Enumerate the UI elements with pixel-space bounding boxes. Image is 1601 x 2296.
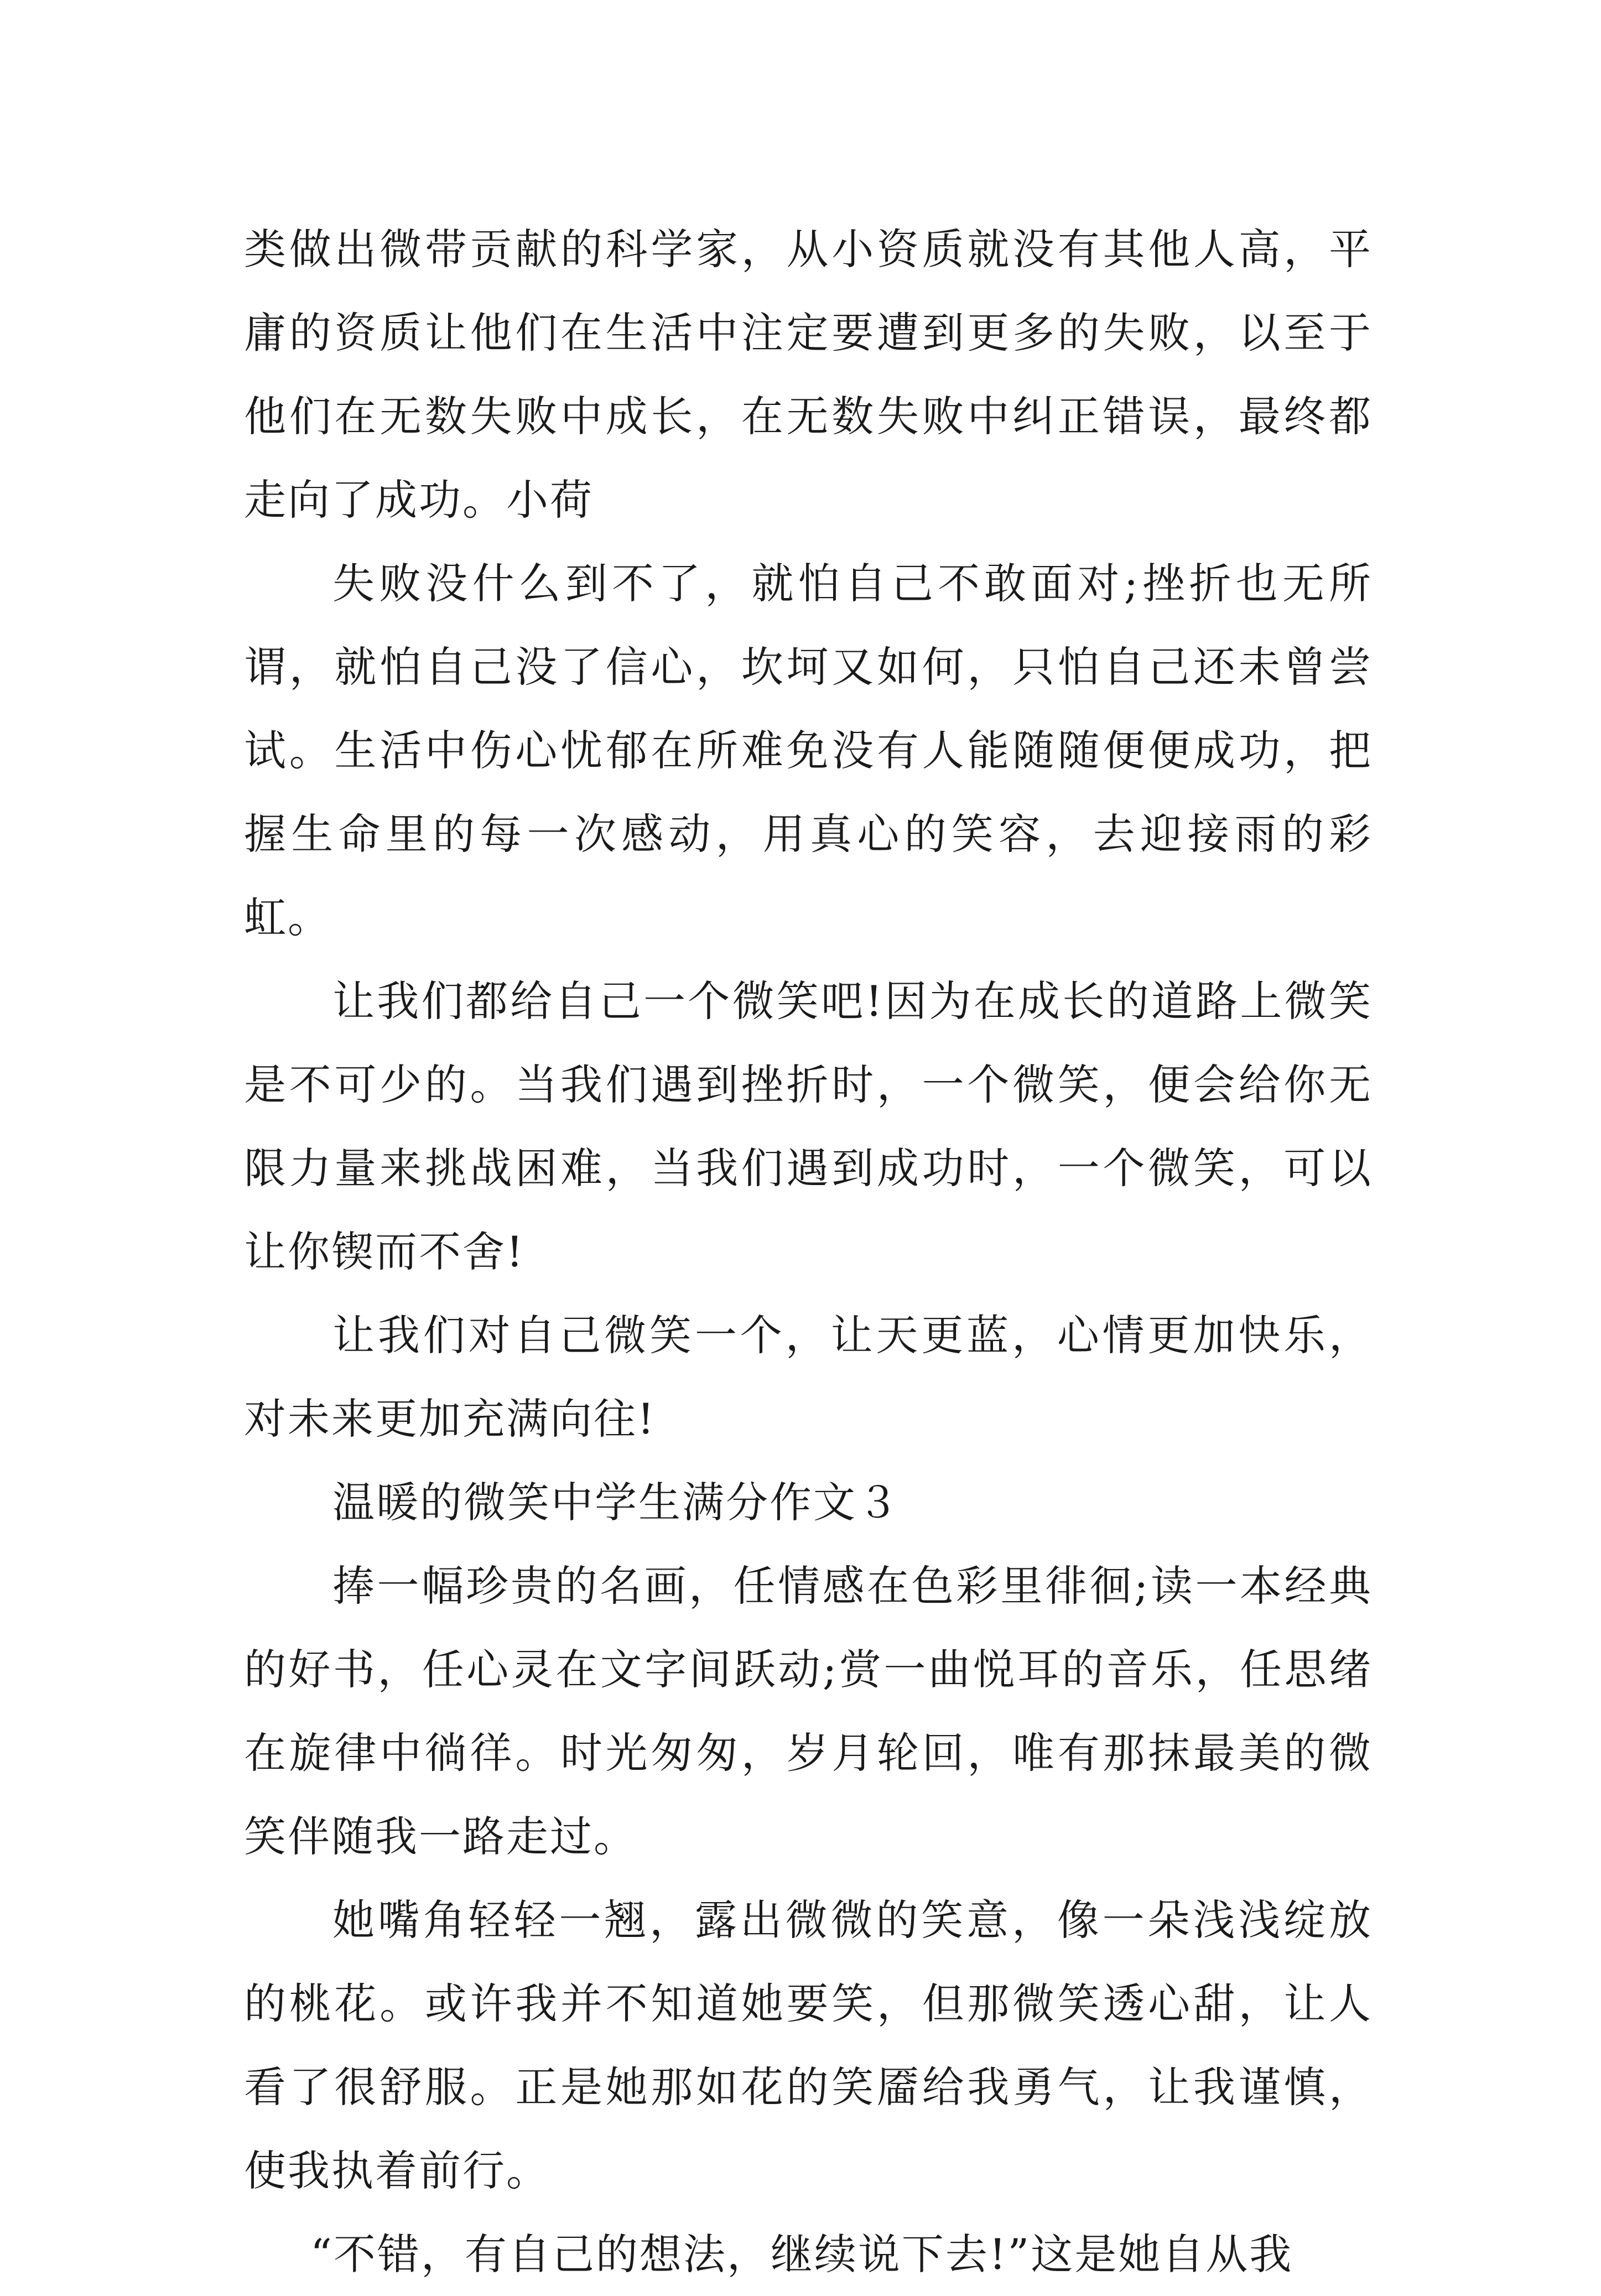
section-heading: 温暖的微笑中学生满分作文３ [332, 1478, 901, 1527]
document-body [244, 207, 1373, 2296]
paragraph-4: 让我们对自己微笑一个，让天更蓝，心情更加快乐，对未来更加充满向往! [244, 1311, 1373, 1443]
paragraph-7: “不错，有自己的想法，继续说下去!”这是她自从我 [310, 2230, 1293, 2279]
paragraph-2: 失败没什么到不了，就怕自己不敢面对;挫折也无所谓，就怕自己没了信心，坎坷又如何，只怕自己还未曾尝试。生活中伤心忧郁在所难免没有人能随随便便成功，把握生命里的每一次感动，用真心的笑容，去迎接雨的彩虹。 [244, 559, 1373, 942]
paragraph-6: 她嘴角轻轻一翘，露出微微的笑意，像一朵浅浅绽放的桃花。或许我并不知道她要笑，但那微笑透心甜，让人看了很舒服。正是她那如花的笑靥给我勇气，让我谨慎，使我执着前行。 [244, 1895, 1373, 2195]
paragraph-3: 让我们都给自己一个微笑吧!因为在成长的道路上微笑是不可少的。当我们遇到挫折时，一个微笑，便会给你无限力量来挑战困难，当我们遇到成功时，一个微笑，可以让你锲而不舍! [244, 976, 1373, 1276]
paragraph-5: 捧一幅珍贵的名画，任情感在色彩里徘徊;读一本经典的好书，任心灵在文字间跃动;赏一曲悦耳的音乐，任思绪在旋律中徜徉。时光匆匆，岁月轮回，唯有那抹最美的微笑伴随我一路走过。 [244, 1561, 1373, 1861]
paragraph-1: 类做出微带贡献的科学家，从小资质就没有其他人高，平庸的资质让他们在生活中注定要遭到更多的失败，以至于他们在无数失败中成长，在无数失败中纠正错误，最终都走向了成功。小荷 [244, 225, 1373, 524]
